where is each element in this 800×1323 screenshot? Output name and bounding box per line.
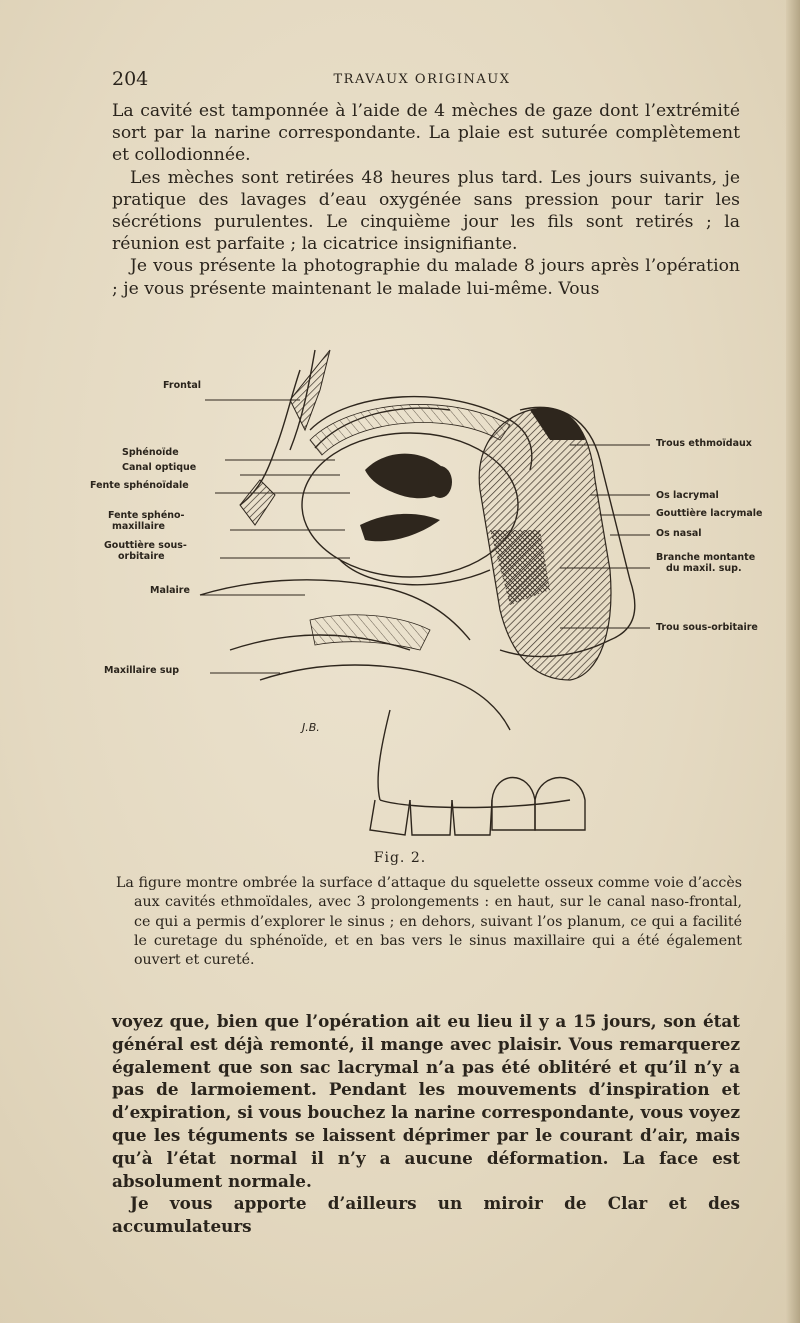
label-fente-spheno-maxillaire-2: maxillaire [112, 521, 166, 532]
skull-figure [90, 330, 790, 850]
paragraph: Je vous présente la photographie du malade 8 jours après l’opération ; je vous présente maintenant le malade lui-même. Vous [112, 256, 740, 299]
label-trou-sous-orbitaire: Trou sous-orbitaire [656, 622, 758, 633]
illustrator-signature: J.B. [302, 721, 320, 734]
label-fente-sphenoidale: Fente sphénoïdale [90, 480, 189, 491]
paragraph: Les mèches sont retirées 48 heures plus tard. Les jours suivants, je pratique des lavages d’eau oxygénée sans pression pour tarir les sécrétions purulentes. Le cinquième jour les fils sont retirés ; la réunion est parfaite ; la cicatrice insignifiante. [112, 167, 740, 255]
label-fente-spheno-maxillaire: Fente sphéno- [108, 510, 185, 521]
label-gouttiere-sous-orbitaire-2: orbitaire [118, 551, 165, 562]
paragraph: voyez que, bien que l’opération ait eu lieu il y a 15 jours, son état général est déjà remonté, il mange avec plaisir. Vous remarquerez également que son sac lacrymal n’a pas été oblitéré et qu’il n’y a pas de larmoiement. Pendant les mouvements d’inspiration et d’expiration, si vous bouchez la narine correspondante, vous voyez que les téguments se laissent déprimer par le courant d’air, mais qu’à l’état normal il n’y a aucune déformation. La face est absolument normale. [112, 1011, 740, 1191]
label-sphenoide: Sphénoïde [122, 447, 179, 458]
paragraph: La cavité est tamponnée à l’aide de 4 mèches de gaze dont l’extrémité sort par la narine correspondante. La plaie est suturée complètement et collodionnée. [112, 101, 740, 166]
figure-caption-text [116, 874, 742, 970]
label-malaire: Malaire [150, 585, 190, 596]
running-head: TRAVAUX ORIGINAUX [333, 72, 511, 87]
label-branche-montante-2: du maxil. sup. [666, 563, 742, 574]
label-gouttiere-lacrymale: Gouttière lacrymale [656, 508, 763, 519]
bottom-text-block [112, 1010, 740, 1238]
top-text-block [112, 100, 740, 300]
page-number: 204 [112, 68, 149, 90]
label-canal-optique: Canal optique [122, 462, 197, 473]
page-header [112, 68, 732, 92]
figure-caption-title: Fig. 2. [373, 850, 427, 866]
paragraph: Je vous apporte d’ailleurs un miroir de Clar et des accumulateurs [112, 1193, 740, 1237]
caption-paragraph: La figure montre ombrée la surface d’attaque du squelette osseux comme voie d’accès aux cavités ethmoïdales, avec 3 prolongements : en haut, sur le canal naso-frontal, ce qui a permis d’explorer le sinus ; en dehors, suivant l’os planum, ce qui a facilité le curetage du sphénoïde, et en bas vers le sinus maxillaire qui a été également ouvert et cureté. [116, 875, 742, 969]
label-os-lacrymal: Os lacrymal [656, 490, 719, 501]
label-gouttiere-sous-orbitaire: Gouttière sous- [104, 540, 187, 551]
label-branche-montante: Branche montante [656, 552, 756, 563]
skull-drawing [90, 330, 790, 850]
label-frontal: Frontal [163, 380, 202, 391]
label-os-nasal: Os nasal [656, 528, 702, 539]
label-maxillaire-sup: Maxillaire sup [104, 665, 180, 676]
label-trous-ethmoidaux: Trous ethmoïdaux [656, 438, 752, 449]
